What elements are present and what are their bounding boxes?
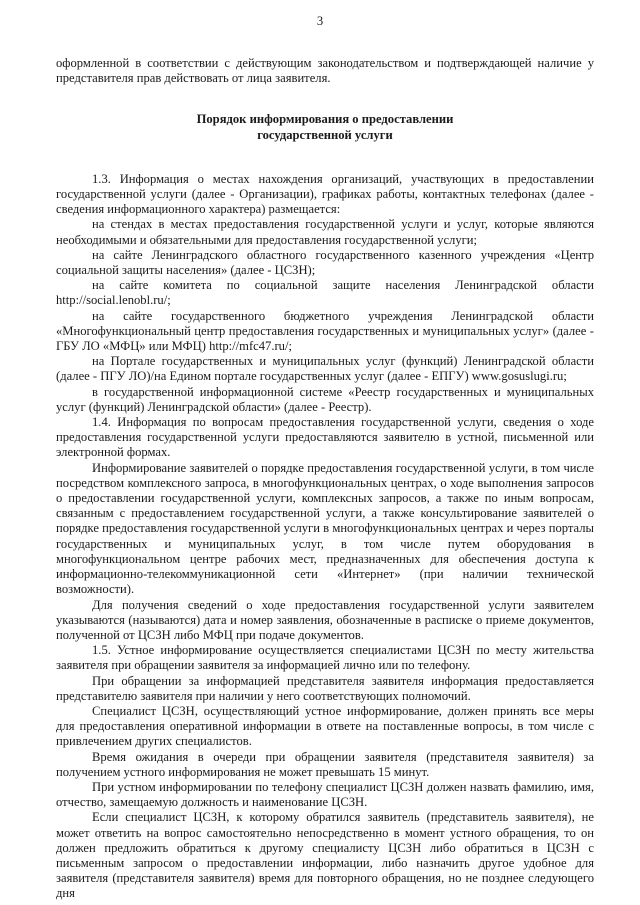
paragraph-1-5: 1.5. Устное информирование осуществляется специалистами ЦСЗН по месту жительства заявителя при обращении заявителя за информацией лично или по телефону. <box>56 643 594 673</box>
page-number: 3 <box>316 14 324 28</box>
paragraph-committee-site: на сайте комитета по социальной защите населения Ленинградской области http://social.lenobl.ru/; <box>56 278 594 308</box>
paragraph-phone: При устном информировании по телефону специалист ЦСЗН должен назвать фамилию, имя, отчество, замещаемую должность и наименование ЦСЗН. <box>56 779 594 810</box>
section-heading <box>56 112 594 142</box>
paragraph-1-4: 1.4. Информация по вопросам предоставления государственной услуги, сведения о ходе предоставления государственной услуги предоставляются заявителю в устной, письменной или электронной формах. <box>56 415 594 460</box>
paragraph-redirect: Если специалист ЦСЗН, к которому обратился заявитель (представитель заявителя), не может ответить на вопрос самостоятельно непосредственно в момент устного обращения, то он должен предложить обратиться к другому специалисту ЦСЗН либо обратиться в ЦСЗН с письменным запросом о предоставлении информации, либо назначить другое удобное для заявителя (представителя заявителя) время для повторного обращения, но не позднее следующего дня <box>56 810 594 901</box>
paragraph-mfc-site: на сайте государственного бюджетного учреждения Ленинградской области «Многофункциональный центр предоставления государственных и муниципальных услуг» (далее - ГБУ ЛО «МФЦ» или МФЦ) http://mfc47.ru/; <box>56 308 594 354</box>
paragraph-stands: на стендах в местах предоставления государственной услуги и услуг, которые являются необходимыми и обязательными для предоставления государственной услуги; <box>56 217 594 247</box>
paragraph-portal: на Портале государственных и муниципальных услуг (функций) Ленинградской области (далее - ПГУ ЛО)/на Едином портале государственных услуг (далее - ЕПГУ) www.gosuslugi.ru; <box>56 354 594 384</box>
paragraph-registry: в государственной информационной системе «Реестр государственных и муниципальных услуг (функций) Ленинградской области» (далее - Реестр). <box>56 384 594 414</box>
paragraph-representative: При обращении за информацией представителя заявителя информация предоставляется представителю заявителя при наличии у него соответствующих полномочий. <box>56 673 594 703</box>
intro-paragraph: оформленной в соответствии с действующим законодательством и подтверждающей наличие у представителя прав действовать от лица заявителя. <box>56 56 594 86</box>
paragraph-waiting-time: Время ожидания в очереди при обращении заявителя (представителя заявителя) за получением устного информирования не может превышать 15 минут. <box>56 749 594 779</box>
paragraph-informing-mfc: Информирование заявителей о порядке предоставления государственной услуги, в том числе посредством комплексного запроса, в многофункциональных центрах, о ходе выполнения запросов о предоставлении государственной услуги, комплексных запросов, а также по иным вопросам, связанным с предоставлением государственной услуги, а также консультирование заявителей о порядке предоставления государственной услуги в многофункциональных центрах и через порталы государственных и муниципальных услуг, в том числе путем оборудования в многофункциональном центре рабочих мест, предназначенных для обеспечения доступа к информационно-телекоммуникационной сети «Интернет» (при наличии технической возможности). <box>56 460 594 597</box>
paragraph-1-3: 1.3. Информация о местах нахождения организаций, участвующих в предоставлении государственной услуги (далее - Организации), графиках работы, контактных телефонах (далее - сведения информационного характера) размещается: <box>56 171 594 217</box>
paragraph-status-info: Для получения сведений о ходе предоставления государственной услуги заявителем указываются (называются) дата и номер заявления, обозначенные в расписке о приеме документов, полученной от ЦСЗН либо МФЦ при подаче документов. <box>56 597 594 642</box>
section-heading-line-2: государственной услуги <box>257 127 393 142</box>
paragraph-specialist: Специалист ЦСЗН, осуществляющий устное информирование, должен принять все меры для предоставления оперативной информации в ответе на поставленные вопросы, в том числе с привлечением других специалистов. <box>56 703 594 749</box>
section-heading-line-1: Порядок информирования о предоставлении <box>196 112 454 127</box>
paragraph-cszn-site: на сайте Ленинградского областного государственного казенного учреждения «Центр социальной защиты населения» (далее - ЦСЗН); <box>56 247 594 278</box>
document-body <box>56 56 594 902</box>
